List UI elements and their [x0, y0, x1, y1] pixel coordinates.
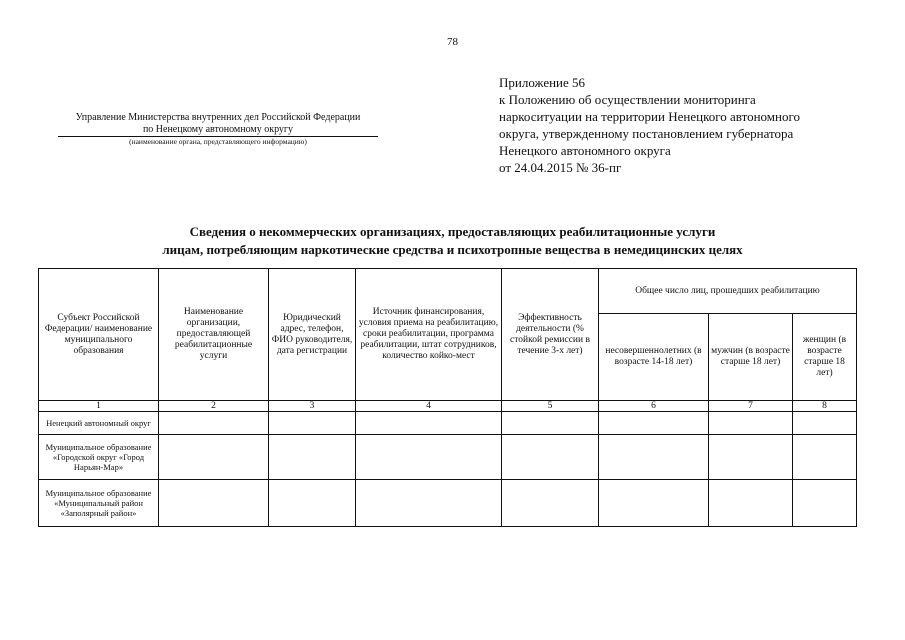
row-label: Муниципальное образование «Городской округ «Город Нарьян-Мар»: [39, 435, 159, 480]
table-cell: [502, 412, 599, 435]
table-row: [39, 435, 857, 480]
table-cell: [159, 480, 269, 527]
header-subject: Субъект Российской Федерации/ наименование муниципального образования: [39, 269, 159, 401]
column-number: 1: [39, 401, 159, 412]
appendix-line: Ненецкого автономного округа: [499, 143, 671, 158]
table-cell: [269, 412, 356, 435]
table-cell: [599, 412, 709, 435]
table-cell: [793, 480, 857, 527]
table-cell: [793, 412, 857, 435]
table-cell: [599, 435, 709, 480]
table-cell: [502, 435, 599, 480]
table-cell: [269, 480, 356, 527]
appendix-block: [499, 74, 879, 176]
header-women: женщин (в возрасте старше 18 лет): [793, 314, 857, 401]
authority-name-line2: по Ненецкому автономному округу: [58, 124, 378, 137]
column-number: 8: [793, 401, 857, 412]
table-cell: [159, 412, 269, 435]
column-number: 7: [709, 401, 793, 412]
header-minors: несовершеннолетних (в возрасте 14-18 лет): [599, 314, 709, 401]
column-number: 6: [599, 401, 709, 412]
title-line2: лицам, потребляющим наркотические средства и психотропные вещества в немедицинских целях: [162, 242, 743, 257]
row-label: Муниципальное образование «Муниципальный район «Заполярный район»: [39, 480, 159, 527]
table-cell: [159, 435, 269, 480]
appendix-line: от 24.04.2015 № 36-пг: [499, 160, 622, 175]
title-line1: Сведения о некоммерческих организациях, предоставляющих реабилитационные услуги: [189, 224, 716, 239]
authority-name-line1: Управление Министерства внутренних дел Российской Федерации: [75, 112, 361, 123]
table-row: [39, 412, 857, 435]
header-legal-address: Юридический адрес, телефон, ФИО руководителя, дата регистрации: [269, 269, 356, 401]
table-cell: [356, 480, 502, 527]
page-number: 78: [447, 36, 458, 48]
appendix-line: Приложение 56: [499, 75, 586, 90]
header-effectiveness: Эффективность деятельности (% стойкой ремиссии в течение 3-х лет): [502, 269, 599, 401]
header-men: мужчин (в возрасте старше 18 лет): [709, 314, 793, 401]
document-title: [0, 223, 905, 259]
authority-caption: (наименование органа, представляющего информацию): [129, 137, 307, 146]
table-cell: [502, 480, 599, 527]
column-number: 2: [159, 401, 269, 412]
row-label: Ненецкий автономный округ: [39, 412, 159, 435]
appendix-line: наркоситуации на территории Ненецкого автономного: [499, 109, 800, 124]
column-number: 3: [269, 401, 356, 412]
table-cell: [709, 480, 793, 527]
table-cell: [356, 435, 502, 480]
table-cell: [356, 412, 502, 435]
appendix-line: к Положению об осуществлении мониторинга: [499, 92, 756, 107]
table-row: [39, 480, 857, 527]
header-financing: Источник финансирования, условия приема на реабилитацию, сроки реабилитации, программа реабилитации, штат сотрудников, количество койко-мест: [356, 269, 502, 401]
table-cell: [599, 480, 709, 527]
table-cell: [709, 412, 793, 435]
appendix-line: округа, утвержденному постановлением губернатора: [499, 126, 794, 141]
table-cell: [793, 435, 857, 480]
table-cell: [709, 435, 793, 480]
table-cell: [269, 435, 356, 480]
header-rehabilitated-total: Общее число лиц, прошедших реабилитацию: [599, 269, 857, 314]
column-number: 5: [502, 401, 599, 412]
reporting-authority: [58, 112, 378, 147]
report-table: [38, 268, 857, 527]
column-number: 4: [356, 401, 502, 412]
header-organization: Наименование организации, предоставляющей реабилитационные услуги: [159, 269, 269, 401]
